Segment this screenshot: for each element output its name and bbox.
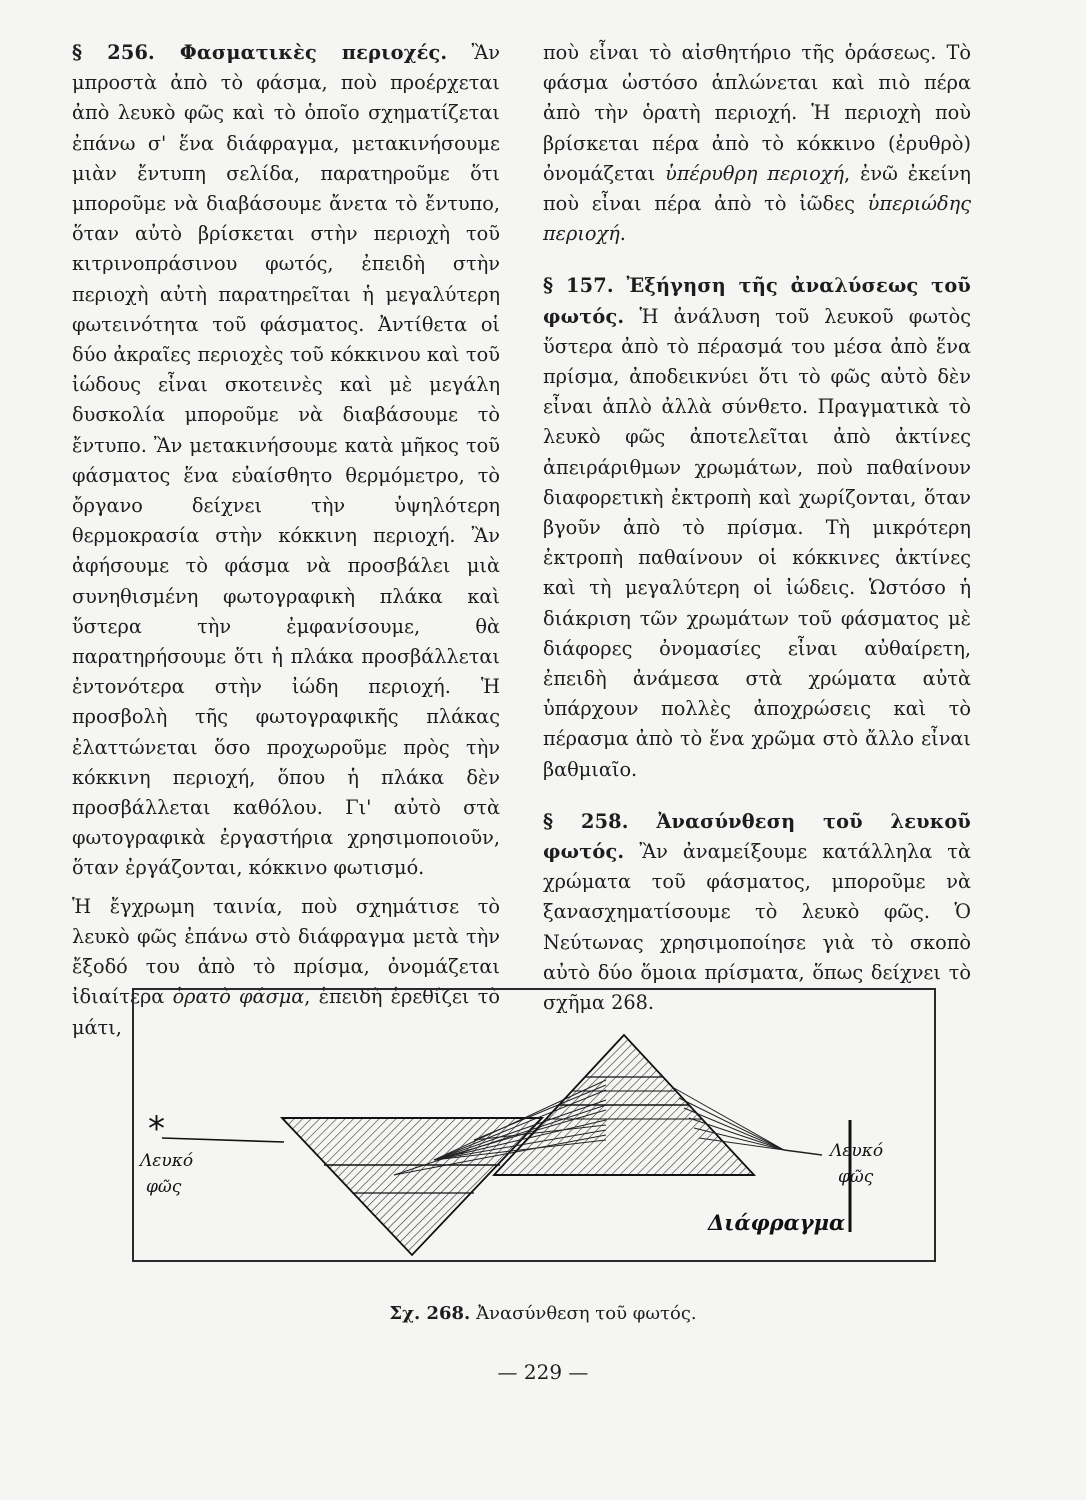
ultraviolet-term: ὑπεριώδης περιοχή (543, 192, 971, 246)
prism-recombination-diagram (134, 990, 934, 1260)
section-157-text: Ἡ ἀνάλυση τοῦ λευκοῦ φωτὸς ὕστερα ἀπὸ τὸ πέρασμά του μέσα ἀπὸ ἕνα πρίσμα, ἀποδεικνύει ὅτι τὸ φῶς αὐτὸ δὲν εἶναι ἁπλὸ ἀλλὰ σύνθετο. Πραγματικὰ τὸ λευκὸ φῶς ἀποτελεῖται ἀπὸ ἀκτίνες ἀπειράριθμων χρωμάτων, ποὺ παθαίνουν διαφορετικὴ ἐκτροπὴ καὶ χωρίζονται, ὅταν βγοῦν ἀπὸ τὸ πρίσμα. Τὴ μικρότερη ἐκτροπὴ παθαίνουν οἱ κόκκινες ἀκτίνες καὶ τὴ μεγαλύτερη οἱ ἰώδεις. Ὡστόσο ἡ διάκριση τῶν χρωμάτων τοῦ φάσματος μὲ διάφορες ὀνομασίες εἶναι αὐθαίρετη, ἐπειδὴ ἀνάμεσα στὰ χρώματα αὐτὰ ὑπάρχουν πολλὲς ἀποχρώσεις καὶ τὸ πέρασμα ἀπὸ τὸ ἕνα χρῶμα στὸ ἄλλο εἶναι βαθμιαῖο. (543, 304, 971, 781)
page-number: — 229 — (497, 1360, 589, 1384)
section-256-heading: § 256. Φασματικὲς περιοχές. (72, 41, 448, 64)
section-258-heading: § 258. Ἀνασύνθεση τοῦ λευκοῦ φωτός. (543, 809, 971, 864)
figure-caption-text: Ἀνασύνθεση τοῦ φωτός. (476, 1303, 697, 1324)
spectrum-regions-text-b: , ἐνῶ ἐκείνη ποὺ εἶναι πέρα ἀπὸ τὸ ἰῶδες (543, 161, 971, 216)
section-256-text: Ἂν μπροστὰ ἀπὸ τὸ φάσμα, ποὺ προέρχεται ἀπὸ λευκὸ φῶς καὶ τὸ ὁποῖο σχηματίζεται ἐπάνω σ' ἕνα διάφραγμα, μετακινήσουμε μιὰν ἔντυπη σελίδα, παρατηροῦμε ὅτι μποροῦμε νὰ διαβάσουμε ἄνετα τὸ ἔντυπο, ὅταν αὐτὸ βρίσκεται στὴν περιοχὴ τοῦ κιτρινοπράσινου φωτός, ἐπειδὴ στὴν περιοχὴ αὐτὴ παρατηρεῖται ἡ μεγαλύτερη φωτεινότητα τοῦ φάσματος. Ἀντίθετα οἱ δύο ἀκραῖες περιοχὲς τοῦ κόκκινου καὶ τοῦ ἰώδους εἶναι σκοτεινὲς καὶ μὲ μεγάλη δυσκολία μποροῦμε νὰ διαβάσουμε τὸ ἔντυπο. Ἂν μετακινήσουμε κατὰ μῆκος τοῦ φάσματος ἕνα εὐαίσθητο θερμόμετρο, τὸ ὄργανο δείχνει τὴν ὑψηλότερη θερμοκρασία στὴν κόκκινη περιοχή. Ἂν ἀφήσουμε τὸ φάσμα νὰ προσβάλει μιὰ συνηθισμένη φωτογραφικὴ πλάκα καὶ ὕστερα τὴν ἐμφανίσουμε, θὰ παρατηρήσουμε ὅτι ἡ πλάκα προσβάλλεται ἐντονότερα στὴν ἰώδη περιοχή. Ἡ προσβολὴ τῆς φωτογραφικῆς πλάκας ἐλαττώνεται ὅσο προχωροῦμε πρὸς τὴν κόκκινη περιοχή, ὅπου ἡ πλάκα δὲν προσβάλλεται καθόλου. Γι' αὐτὸ στὰ φωτογραφικὰ ἐργαστήρια χρησιμοποιοῦν, ὅταν ἐργάζονται, κόκκινο φωτισμό. (72, 41, 500, 880)
visible-spectrum-text-a: Ἡ ἔγχρωμη ταινία, ποὺ σχημάτισε τὸ λευκὸ φῶς ἐπάνω στὸ διάφραγμα μετὰ τὴν ἔξοδό του ἀπὸ τὸ πρίσμα, ὀνομάζεται ἰδιαίτερα (72, 894, 500, 1009)
section-258-text: Ἂν ἀναμείξουμε κατάλληλα τὰ χρώματα τοῦ φάσματος, μποροῦμε νὰ ξανασχηματίσουμε τὸ λευκὸ φῶς. Ὁ Νεύτωνας χρησιμοποίησε γιὰ τὸ σκοπὸ αὐτὸ δύο ὅμοια πρίσματα, ὅπως δείχνει τὸ σχῆμα 268. (543, 840, 971, 1015)
label-white-light-left-2: φῶς (146, 1177, 182, 1197)
section-157-paragraph (543, 271, 971, 784)
spectrum-regions-text-c: . (619, 222, 626, 246)
section-258-paragraph (543, 807, 971, 1018)
figure-268-frame (132, 988, 936, 1262)
visible-spectrum-term: ὁρατὸ φάσμα (172, 985, 305, 1009)
star-light-source-icon: * (148, 1109, 165, 1149)
label-white-light-right-1: Λευκό (830, 1141, 884, 1161)
incident-ray (162, 1138, 284, 1142)
visible-spectrum-text-b: , ἐπειδὴ ἐρεθίζει τὸ μάτι, (72, 985, 500, 1039)
spectrum-regions-paragraph (543, 38, 971, 249)
spectrum-regions-text-a: ποὺ εἶναι τὸ αἰσθητήριο τῆς ὁράσεως. Τὸ φάσμα ὡστόσο ἁπλώνεται καὶ πιὸ πέρα ἀπὸ τὴν ὁρατὴ περιοχή. Ἡ περιοχὴ ποὺ βρίσκεται πέρα ἀπὸ τὸ κόκκινο (ἐρυθρὸ) ὀνομάζεται (543, 41, 971, 185)
second-prism (494, 1035, 754, 1175)
section-157-heading: § 157. Ἐξήγηση τῆς ἀναλύσεως τοῦ φωτός. (543, 274, 971, 328)
infrared-term: ὑπέρυθρη περιοχή (665, 161, 845, 185)
left-column (72, 38, 500, 1051)
label-white-light-right-2: φῶς (838, 1167, 874, 1187)
label-white-light-left-1: Λευκό (140, 1151, 194, 1171)
figure-caption (0, 1303, 1086, 1324)
right-column (543, 38, 971, 1026)
section-256-paragraph (72, 38, 500, 884)
label-diaphragm: Διάφραγμα (708, 1210, 846, 1235)
figure-number: Σχ. 268. (389, 1303, 471, 1324)
